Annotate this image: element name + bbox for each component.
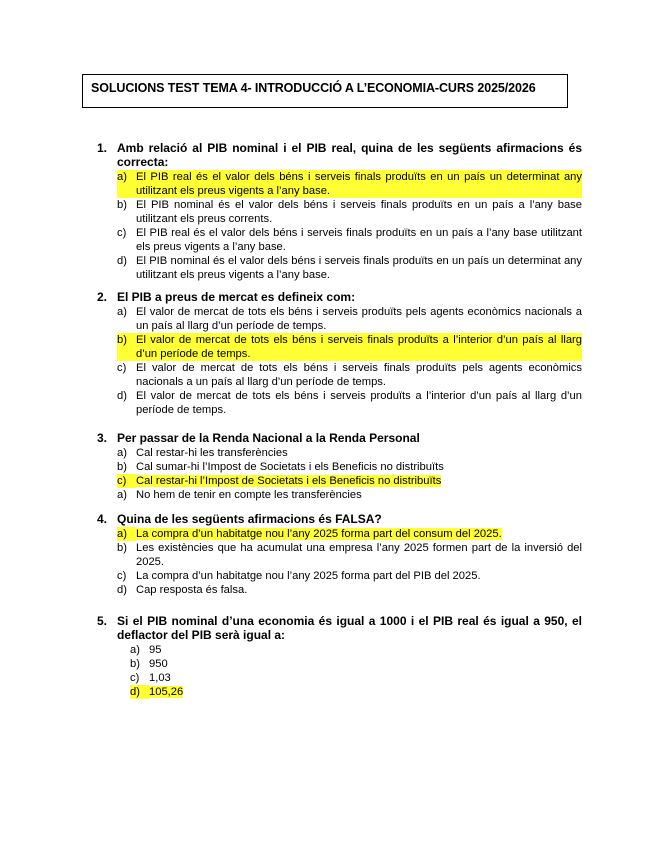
option-text: No hem de tenir en compte les transferències	[136, 489, 362, 501]
option-letter: d)	[130, 685, 149, 699]
option-letter: b)	[117, 542, 127, 554]
option-letter: b)	[130, 658, 140, 670]
option-text: El PIB nominal és el valor dels béns i serveis finals produïts en un país a l’any base utilitzant els preus corrents.	[136, 199, 582, 225]
question-text: Quina de les següents afirmacions és FALSA?	[117, 512, 382, 526]
question-number: 4.	[97, 512, 108, 526]
option-text: El valor de mercat de tots els béns i serveis finals produïts a l’interior d’un país al llarg d’un període de temps.	[136, 334, 582, 360]
option-text: El valor de mercat de tots els béns i serveis produïts pels agents econòmics nacionals a un país al llarg d’un període de temps.	[136, 306, 582, 332]
option-a-repeat	[117, 488, 582, 502]
option-text: 950	[149, 658, 168, 670]
question-number: 5.	[97, 614, 108, 628]
option-letter: c)	[117, 227, 127, 239]
option-b	[117, 460, 582, 474]
question-number: 1.	[97, 141, 108, 155]
option-a-correct	[117, 527, 582, 541]
question-number: 3.	[97, 431, 108, 445]
question-text: Amb relació al PIB nominal i el PIB real, quina de les següents afirmacions és correcta:	[117, 141, 582, 169]
option-d	[117, 583, 582, 597]
option-text: El PIB real és el valor dels béns i serveis finals produïts en un país un determinat any utilitzant els preus vigents a l’any base.	[136, 171, 582, 197]
option-letter: c)	[117, 570, 127, 582]
option-text: 1,03	[149, 672, 171, 684]
page-title: SOLUCIONS TEST TEMA 4- INTRODUCCIÓ A L’ECONOMIA-CURS 2025/2026	[91, 81, 536, 95]
option-d	[117, 254, 582, 282]
option-b-correct	[117, 333, 582, 361]
option-b	[130, 657, 582, 671]
question-text: El PIB a preus de mercat es defineix com:	[117, 290, 356, 304]
question-text: Si el PIB nominal d’una economia és igual a 1000 i el PIB real és igual a 950, el deflactor del PIB serà igual a:	[117, 614, 582, 642]
option-a-correct	[117, 170, 582, 198]
option-text: Cal restar-hi l’Impost de Societats i els Beneficis no distribuïts	[136, 475, 442, 487]
option-text: El PIB nominal és el valor dels béns i serveis finals produïts en un país un determinat any utilitzant els preus vigents a l’any base.	[136, 255, 582, 281]
option-text: El valor de mercat de tots els béns i serveis produïts a l’interior d’un país al llarg d’un període de temps.	[136, 390, 582, 416]
option-list	[117, 527, 582, 597]
option-letter: b)	[117, 334, 127, 346]
option-d	[117, 389, 582, 417]
option-letter: a)	[130, 644, 140, 656]
question-2	[97, 290, 582, 417]
option-text: El valor de mercat de tots els béns i serveis finals produïts pels agents econòmics nacionals a un país al llarg d’un període de temps.	[136, 362, 582, 388]
option-letter: c)	[117, 474, 136, 488]
option-text: La compra d’un habitatge nou l’any 2025 forma part del consum del 2025.	[136, 528, 502, 540]
option-letter: a)	[117, 527, 136, 541]
option-b	[117, 198, 582, 226]
option-list	[117, 170, 582, 282]
option-letter: c)	[117, 362, 127, 374]
option-letter: a)	[117, 171, 127, 183]
question-3	[97, 431, 582, 502]
option-letter: d)	[117, 584, 127, 596]
option-list	[117, 446, 582, 502]
option-text: Cap resposta és falsa.	[136, 584, 248, 596]
option-letter: c)	[130, 672, 140, 684]
question-1	[97, 141, 582, 282]
option-text: 105,26	[149, 686, 184, 698]
option-b	[117, 541, 582, 569]
option-text: El PIB real és el valor dels béns i serveis finals produïts en un país a l’any base utilitzant els preus vigents a l’any base.	[136, 227, 582, 253]
option-text: La compra d’un habitatge nou l’any 2025 forma part del PIB del 2025.	[136, 570, 481, 582]
option-a	[117, 446, 582, 460]
option-text: 95	[149, 644, 162, 656]
option-c	[117, 569, 582, 583]
option-letter: d)	[117, 255, 127, 267]
title-box	[82, 74, 568, 108]
option-letter: b)	[117, 199, 127, 211]
question-4	[97, 512, 582, 597]
option-c	[117, 361, 582, 389]
option-d-correct	[130, 685, 582, 699]
question-5	[97, 614, 582, 699]
option-c	[130, 671, 582, 685]
option-text: Cal restar-hi les transferències	[136, 447, 288, 459]
option-letter: d)	[117, 390, 127, 402]
question-number: 2.	[97, 290, 108, 304]
option-text: Cal sumar-hi l’Impost de Societats i els Beneficis no distribuïts	[136, 461, 444, 473]
option-letter: a)	[117, 489, 127, 501]
option-c	[117, 226, 582, 254]
option-letter: a)	[117, 306, 127, 318]
option-letter: b)	[117, 461, 127, 473]
option-a	[117, 305, 582, 333]
question-text: Per passar de la Renda Nacional a la Renda Personal	[117, 431, 420, 445]
option-list	[117, 305, 582, 417]
option-letter: a)	[117, 447, 127, 459]
option-text: Les existències que ha acumulat una empresa l’any 2025 formen part de la inversió del 2025.	[136, 542, 582, 568]
option-list	[130, 643, 582, 699]
option-a	[130, 643, 582, 657]
option-c-correct	[117, 474, 582, 488]
